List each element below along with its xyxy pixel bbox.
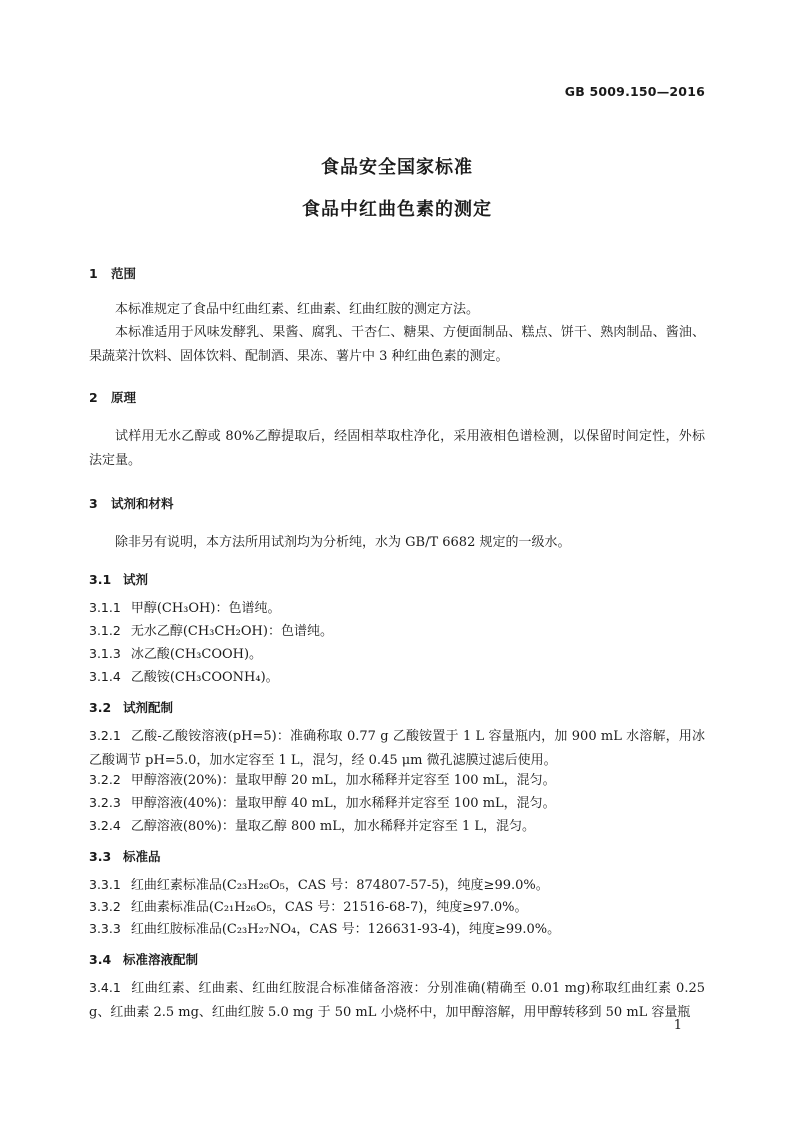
section-title: 标准溶液配制 [123,952,199,967]
item-number: 3.2.1 [89,728,121,743]
section-2-paragraph-1: 试样用无水乙醇或 80%乙醇提取后，经固相萃取柱净化，采用液相色谱检测，以保留时间定性，外标法定量。 [89,429,705,468]
section-3-heading [89,494,174,512]
section-title: 标准品 [123,849,161,864]
section-title: 试剂和材料 [111,496,174,511]
list-item [89,976,705,1025]
item-number: 3.3.2 [89,899,121,914]
list-item [89,665,705,690]
section-1-heading [89,264,136,282]
list-item [89,724,705,773]
standard-title: 食品安全国家标准 [321,157,473,178]
section-title: 试剂 [123,572,149,587]
standard-number: GB 5009.150—2016 [564,84,705,99]
section-3-1-heading [89,570,148,588]
section-3-paragraph-1: 除非另有说明，本方法所用试剂均为分析纯，水为 GB/T 6682 规定的一级水。 [115,535,571,550]
item-number: 3.3.3 [89,921,121,936]
item-text: 红曲红胺标准品(C₂₃H₂₇NO₄，CAS 号：126631-93-4)，纯度≥99.0%。 [130,922,561,937]
list-item [89,768,705,793]
document-title: 食品中红曲色素的测定 [302,199,492,220]
list-item [89,917,705,942]
section-1-paragraph-1: 本标准规定了食品中红曲红素、红曲素、红曲红胺的测定方法。 [115,302,480,317]
item-text: 红曲红素、红曲素、红曲红胺混合标准储备溶液：分别准确(精确至 0.01 mg)称取红曲红素 0.25 g、红曲素 2.5 mg、红曲红胺 5.0 mg 于 50 mL 小烧杯中，加甲醇溶解，用甲醇转移到 50 mL 容量瓶 [89,981,705,1020]
list-item [89,791,705,816]
section-1-paragraph-2: 本标准适用于风味发酵乳、果酱、腐乳、干杏仁、糖果、方便面制品、糕点、饼干、熟肉制品、酱油、果蔬菜汁饮料、固体饮料、配制酒、果冻、薯片中 3 种红曲色素的测定。 [89,325,705,364]
section-number: 3.4 [89,952,112,967]
item-number: 3.4.1 [89,980,121,995]
item-text: 甲醇溶液(40%)：量取甲醇 40 mL，加水稀释并定容至 100 mL，混匀。 [130,796,556,811]
list-item [89,619,705,644]
list-item [89,642,705,667]
item-number: 3.1.4 [89,669,121,684]
item-number: 3.1.1 [89,600,121,615]
item-text: 乙酸-乙酸铵溶液(pH=5)：准确称取 0.77 g 乙酸铵置于 1 L 容量瓶内，加 900 mL 水溶解，用冰乙酸调节 pH=5.0，加水定容至 1 L，混匀，经 0.45 μm 微孔滤膜过滤后使用。 [89,729,705,768]
item-text: 乙醇溶液(80%)：量取乙醇 800 mL，加水稀释并定容至 1 L，混匀。 [130,819,536,834]
item-number: 3.2.4 [89,818,121,833]
section-number: 1 [89,266,98,281]
section-title: 原理 [111,390,137,405]
item-text: 甲醇(CH₃OH)：色谱纯。 [130,601,281,616]
item-text: 红曲素标准品(C₂₁H₂₆O₅，CAS 号：21516-68-7)，纯度≥97.0%。 [130,900,528,915]
item-number: 3.2.3 [89,795,121,810]
page-number: 1 [673,1018,682,1033]
item-number: 3.3.1 [89,877,121,892]
section-number: 3.1 [89,572,112,587]
item-text: 红曲红素标准品(C₂₃H₂₆O₅，CAS 号：874807-57-5)，纯度≥99.0%。 [130,878,549,893]
section-number: 3 [89,496,98,511]
item-number: 3.1.2 [89,623,121,638]
item-number: 3.1.3 [89,646,121,661]
section-number: 3.2 [89,700,112,715]
list-item [89,596,705,621]
item-text: 甲醇溶液(20%)：量取甲醇 20 mL，加水稀释并定容至 100 mL，混匀。 [130,773,556,788]
item-text: 无水乙醇(CH₃CH₂OH)：色谱纯。 [130,624,333,639]
list-item [89,814,705,839]
section-title: 试剂配制 [123,700,174,715]
section-number: 3.3 [89,849,112,864]
item-number: 3.2.2 [89,772,121,787]
section-2-heading [89,388,136,406]
section-3-3-heading [89,847,161,865]
section-title: 范围 [111,266,137,281]
section-3-2-heading [89,698,173,716]
section-number: 2 [89,390,98,405]
section-3-4-heading [89,950,198,968]
item-text: 冰乙酸(CH₃COOH)。 [130,647,263,662]
item-text: 乙酸铵(CH₃COONH₄)。 [130,670,279,685]
